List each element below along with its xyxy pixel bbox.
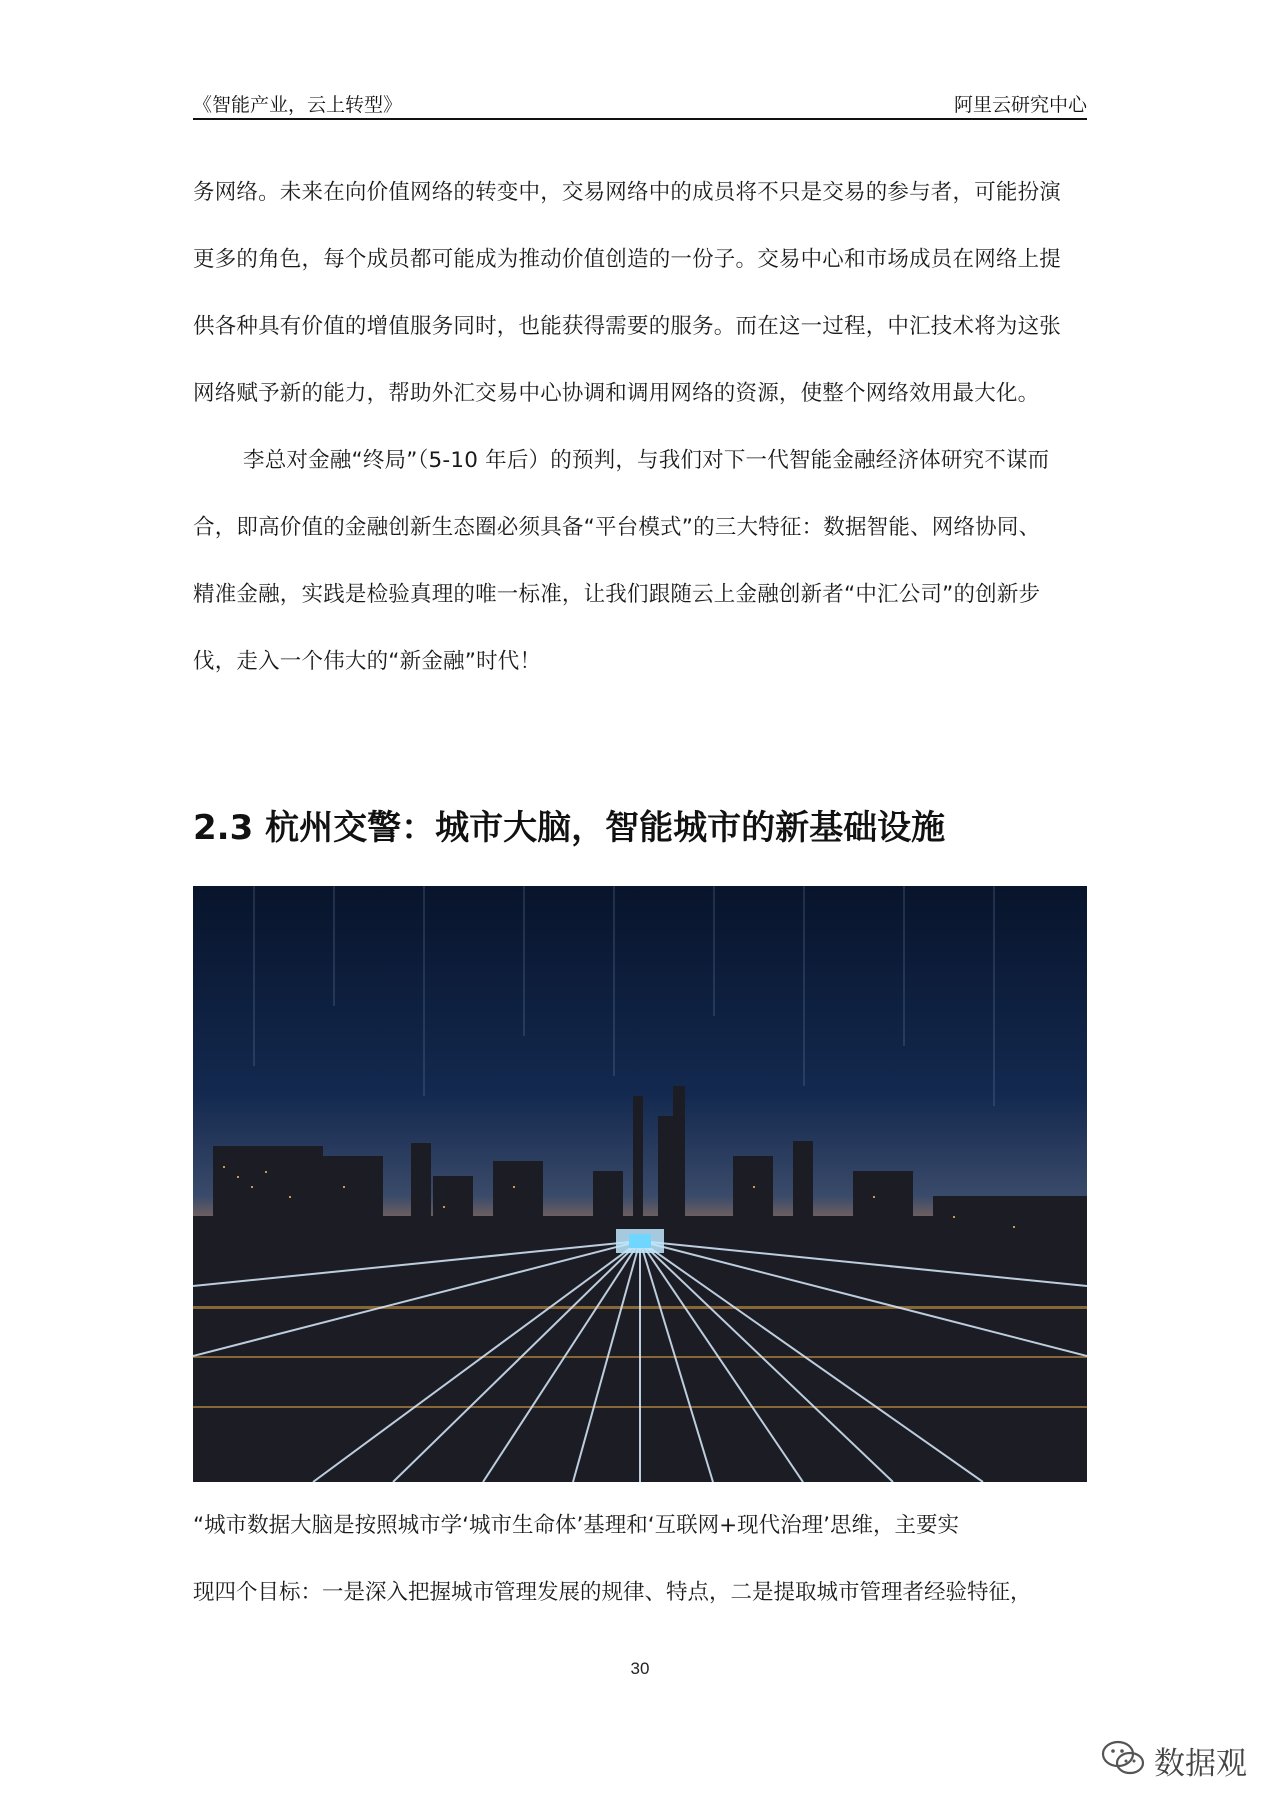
paragraph-line: 李总对金融“终局”（5-10 年后）的预判，与我们对下一代智能金融经济体研究不谋而 [243,448,1050,473]
caption-line: “城市数据大脑是按照城市学‘城市生命体’基理和‘互联网+现代治理’思维，主要实 [193,1513,959,1538]
watermark [1100,1738,1247,1783]
header-title: 《智能产业，云上转型》 [193,94,403,116]
section-heading: 2.3 杭州交警：城市大脑，智能城市的新基础设施 [193,808,946,848]
paragraph-line: 精准金融，实践是检验真理的唯一标准，让我们跟随云上金融创新者“中汇公司”的创新步 [193,582,1041,607]
paragraph-line: 供各种具有价值的增值服务同时，也能获得需要的服务。而在这一过程，中汇技术将为这张 [193,314,1062,339]
header-divider [193,118,1087,120]
paragraph-line: 网络赋予新的能力，帮助外汇交易中心协调和调用网络的资源，使整个网络效用最大化。 [193,381,1040,406]
watermark-text: 数据观 [1154,1746,1247,1782]
paragraph-line: 伐，走入一个伟大的“新金融”时代！ [193,649,542,674]
city-skyline-night-network-image [193,886,1087,1482]
paragraph-line: 更多的角色，每个成员都可能成为推动价值创造的一份子。交易中心和市场成员在网络上提 [193,247,1062,272]
paragraph-line: 务网络。未来在向价值网络的转变中，交易网络中的成员将不只是交易的参与者，可能扮演 [193,180,1062,205]
wechat-logo-icon [1100,1739,1146,1783]
page-number: 30 [630,1659,650,1678]
header-organization: 阿里云研究中心 [953,94,1087,116]
caption-line: 现四个目标：一是深入把握城市管理发展的规律、特点，二是提取城市管理者经验特征， [193,1580,1032,1605]
paragraph-line: 合，即高价值的金融创新生态圈必须具备“平台模式”的三大特征：数据智能、网络协同、 [193,515,1041,540]
